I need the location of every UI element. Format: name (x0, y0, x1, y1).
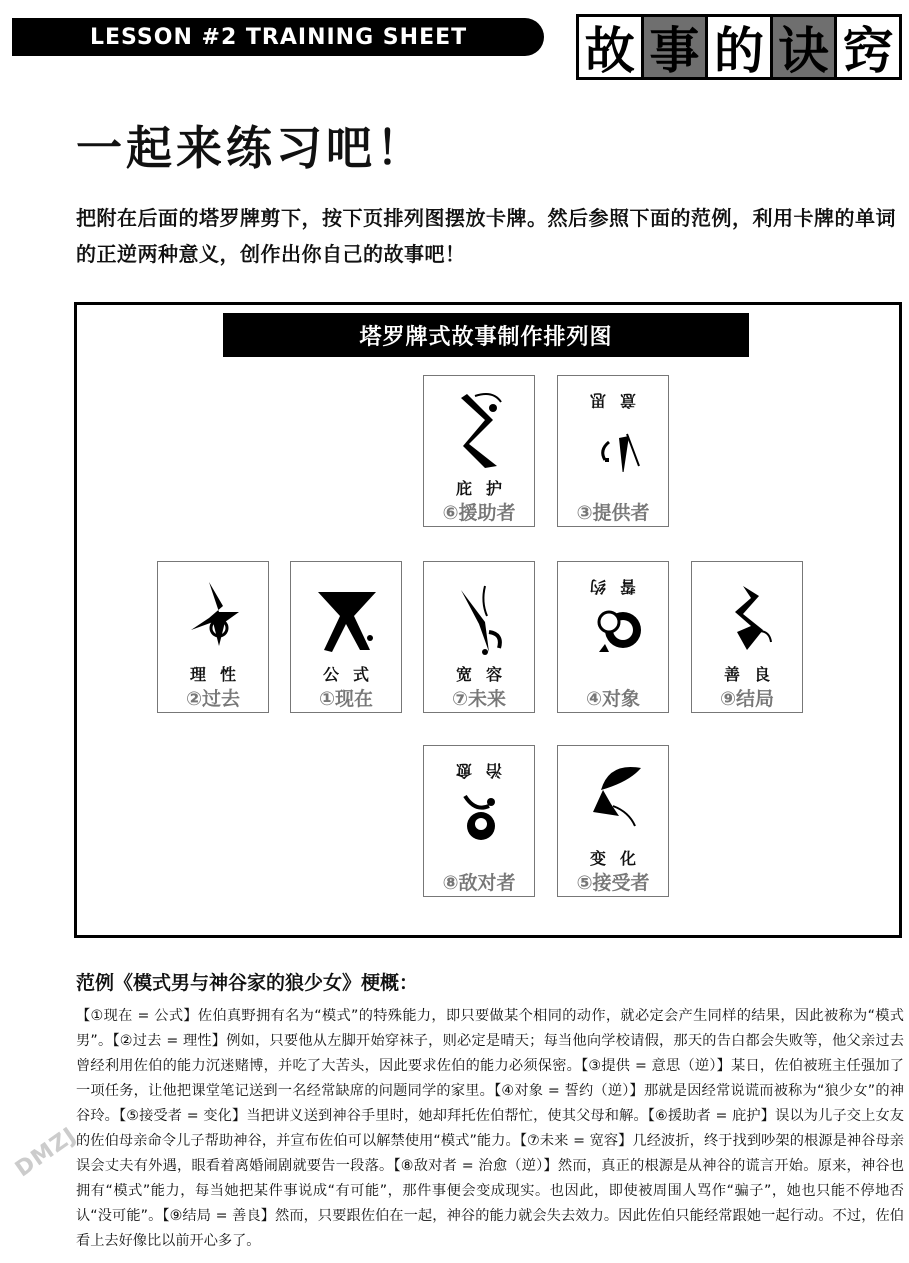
lesson-banner (12, 18, 544, 56)
tarot-card (423, 561, 535, 713)
tarot-card (557, 561, 669, 713)
card-role: ⑨结局 (719, 688, 775, 710)
page-title: 一起来练习吧！ (76, 121, 426, 175)
card-role: ⑤接受者 (576, 872, 650, 894)
tarot-symbol-reason-icon (179, 572, 249, 658)
card-word: 变化 (589, 849, 650, 868)
card-word: 意思 (576, 391, 637, 410)
example-body: 【①现在 = 公式】佐伯真野拥有名为“模式”的特殊能力，即只要做某个相同的动作，就必定会产生同样的结果，因此被称为“模式男”。【②过去 = 理性】例如，只要他从左脚开始穿袜子，则必定是晴天；每当他向学校请假，那天的告白都会失败等，他父亲过去曾经利用佐伯的能力沉迷赌博，并吃了大苦头，因此要求佐伯的能力必须保密。【③提供 = 意思（逆）】某日，佐伯被班主任强加了一项任务，让他把课堂笔记送到一名经常缺席的问题同学的家里。【④对象 = 誓约（逆）】那就是因经常说谎而被称为“狼少女”的神谷玲。【⑤接受者 = 变化】当把讲义送到神谷手里时，她却拜托佐伯帮忙，使其父母和解。【⑥援助者 = 庇护】误以为儿子交上女友的佐伯母亲命令儿子帮助神谷，并宣布佐伯可以解禁使用“模式”能力。【⑦未来 = 宽容】几经波折，终于找到吵架的根源是神谷母亲误会丈夫有外遇，眼看着离婚闹剧就要告一段落。【⑧敌对者 = 治愈（逆）】然而，真正的根源是从神谷的谎言开始。原来，神谷也拥有“模式”能力，每当她把某件事说成“有可能”，那件事便会变成现实。也因此，即使被周围人骂作“骗子”，她也只能不停地否认“没可能”。【⑨结局 = 善良】然而，只要跟佐伯在一起，神谷的能力就会失去效力。因此佐伯只能经常跟她一起行动。不过，佐伯看上去好像比以前开心多了。 (76, 1008, 904, 1249)
tarot-card (557, 745, 669, 897)
brand-char: 故 (579, 17, 644, 77)
tarot-symbol-kindness-icon (713, 572, 783, 658)
tarot-card (157, 561, 269, 713)
card-word: 宽容 (455, 665, 516, 684)
card-role: ③提供者 (576, 502, 650, 524)
example-title: 范例《模式男与神谷家的狼少女》梗概： (76, 972, 419, 994)
card-word: 公式 (322, 665, 383, 684)
tarot-layout-diagram (74, 302, 902, 938)
card-role: ④对象 (585, 688, 641, 710)
brand-char: 的 (708, 17, 773, 77)
banner-title: LESSON #2 TRAINING SHEET (90, 24, 468, 50)
card-word: 治愈 (442, 761, 503, 780)
card-word: 庇护 (455, 479, 516, 498)
brand-char: 事 (644, 17, 709, 77)
tarot-symbol-change-icon (579, 756, 649, 842)
card-role: ⑧敌对者 (442, 872, 516, 894)
tarot-card (557, 375, 669, 527)
tarot-symbol-formula-icon (312, 572, 382, 658)
brand-logo (576, 14, 902, 80)
card-word: 理性 (189, 665, 250, 684)
card-word: 誓约 (576, 577, 637, 596)
diagram-title: 塔罗牌式故事制作排列图 (223, 313, 749, 357)
card-role: ①现在 (318, 688, 374, 710)
tarot-card (691, 561, 803, 713)
brand-char: 诀 (773, 17, 838, 77)
tarot-symbol-shelter-icon (445, 386, 515, 472)
tarot-card (423, 375, 535, 527)
card-word: 善良 (723, 665, 784, 684)
tarot-card (423, 745, 535, 897)
tarot-symbol-tolerance-icon (445, 572, 515, 658)
brand-char: 窍 (837, 17, 899, 77)
card-role: ②过去 (185, 688, 241, 710)
watermark-logo: DMZJ (11, 1122, 82, 1183)
card-role: ⑥援助者 (442, 502, 516, 524)
intro-paragraph: 把附在后面的塔罗牌剪下，按下页排列图摆放卡牌。然后参照下面的范例，利用卡牌的单词的正逆两种意义，创作出你自己的故事吧！ (76, 206, 896, 266)
tarot-card (290, 561, 402, 713)
card-role: ⑦未来 (451, 688, 507, 710)
